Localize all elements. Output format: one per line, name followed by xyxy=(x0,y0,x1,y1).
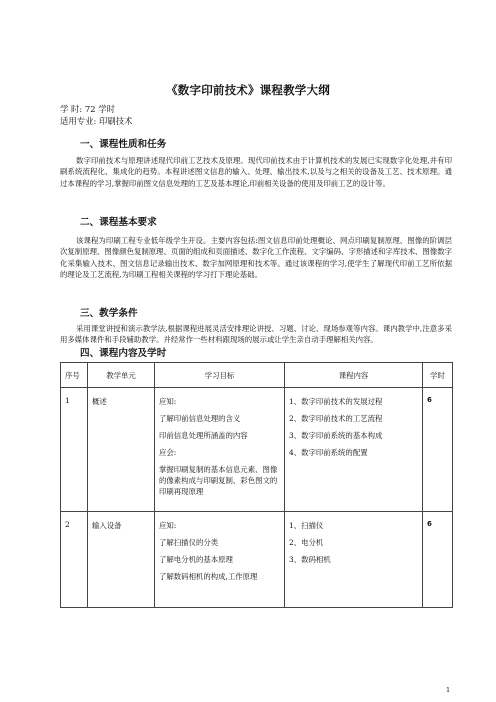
section-text-requirements: 该课程为印刷工程专业低年级学生开设。主要内容包括:图文信息印前处理概论、网点印刷复制原理、图像的阶调层次复制原理、图像颜色复制原理、页面的组成和页面描述、数字化工作流程、文字编码、字形描述和字库技术、图像数字化采集输入技术、图文信息记录输出技术、数字加网原理和技术等。通过该课程的学习,使学生了解现代印前工艺所依据的理论及工艺流程,为印刷工程相关课程的学习打下理论基础。 xyxy=(60,236,452,280)
content-line: 3、数码相机 xyxy=(289,555,331,564)
row-content xyxy=(285,388,422,462)
row-goals xyxy=(155,512,284,586)
course-content-table xyxy=(60,362,453,608)
row-content xyxy=(285,512,422,569)
row-hours: 6 xyxy=(427,396,432,404)
content-line: 4、数字印前系统的配置 xyxy=(289,448,368,457)
page-number: 1 xyxy=(446,686,451,694)
goal-line: 了解数码相机的构成,工作原理 xyxy=(159,572,258,581)
header-hours: 学时 xyxy=(423,363,453,388)
row-no: 2 xyxy=(65,520,70,529)
goal-line: 应知: xyxy=(159,521,177,530)
row-unit: 输入设备 xyxy=(92,521,122,530)
header-goals: 学习目标 xyxy=(155,363,285,388)
header-unit: 教学单元 xyxy=(88,363,155,388)
content-line: 2、数字印前技术的工艺流程 xyxy=(289,414,383,423)
row-goals xyxy=(155,388,284,501)
content-line: 1、扫描仪 xyxy=(289,521,324,530)
goal-line: 掌握印刷复制的基本信息元素、图像的像素构成与印刷复制、彩色图文的印刷再现原理 xyxy=(159,465,278,496)
hours-line xyxy=(60,104,115,115)
hours-value: 72 学时 xyxy=(84,104,115,114)
section-heading-content-hours: 四、课程内容及学时 xyxy=(80,348,167,359)
goal-line: 应会: xyxy=(159,448,177,457)
table-row xyxy=(61,388,453,512)
goal-line: 了解扫描仪的分类 xyxy=(159,538,219,547)
content-line: 2、电分机 xyxy=(289,538,324,547)
row-unit: 概述 xyxy=(92,397,107,406)
table-row xyxy=(61,512,453,608)
section-heading-conditions: 三、教学条件 xyxy=(80,308,138,319)
document-title: 《数字印前技术》课程教学大纲 xyxy=(166,83,330,97)
major-label: 适用专业: xyxy=(60,116,97,126)
major-line xyxy=(60,116,133,127)
section-heading-requirements: 二、课程基本要求 xyxy=(80,217,157,228)
section-text-nature: 数字印前技术与原理讲述现代印前工艺技术及原理。现代印前技术由于计算机技术的发展已实现数字化处理,并有印刷系统流程化、集成化的趋势。本程讲述图文信息的输入、处理、输出技术,以及与之相关的设备及工艺、技术原理。通过本课程的学习,掌握印前图文信息处理的工艺及基本理论,印前相关设备的使用及印前工艺的设计等。 xyxy=(60,156,452,188)
hours-label: 学 时: xyxy=(60,104,83,114)
goal-line: 印前信息处理所涵盖的内容 xyxy=(159,431,248,440)
goal-line: 了解印前信息处理的含义 xyxy=(159,414,241,423)
header-content: 课程内容 xyxy=(285,363,423,388)
content-line: 3、数字印前系统的基本构成 xyxy=(289,431,383,440)
section-text-conditions: 采用课堂讲授和演示教学法,根据课程进展灵活安排理论讲授、习题、讨论、现场参观等内容。课内教学中,注意多采用多媒体课件和手段辅助教学。并经常作一些材料跟现场的展示或让学生亲自动手理解相关内容。 xyxy=(60,324,452,345)
goal-line: 了解电分机的基本原理 xyxy=(159,555,233,564)
row-hours: 6 xyxy=(427,520,432,528)
table-header-row xyxy=(61,363,453,388)
goal-line: 应知: xyxy=(159,397,177,406)
header-no: 序号 xyxy=(61,363,88,388)
section-heading-nature: 一、课程性质和任务 xyxy=(80,139,167,150)
major-value: 印刷技术 xyxy=(99,116,133,126)
content-line: 1、数字印前技术的发展过程 xyxy=(289,397,383,406)
row-no: 1 xyxy=(65,396,70,405)
